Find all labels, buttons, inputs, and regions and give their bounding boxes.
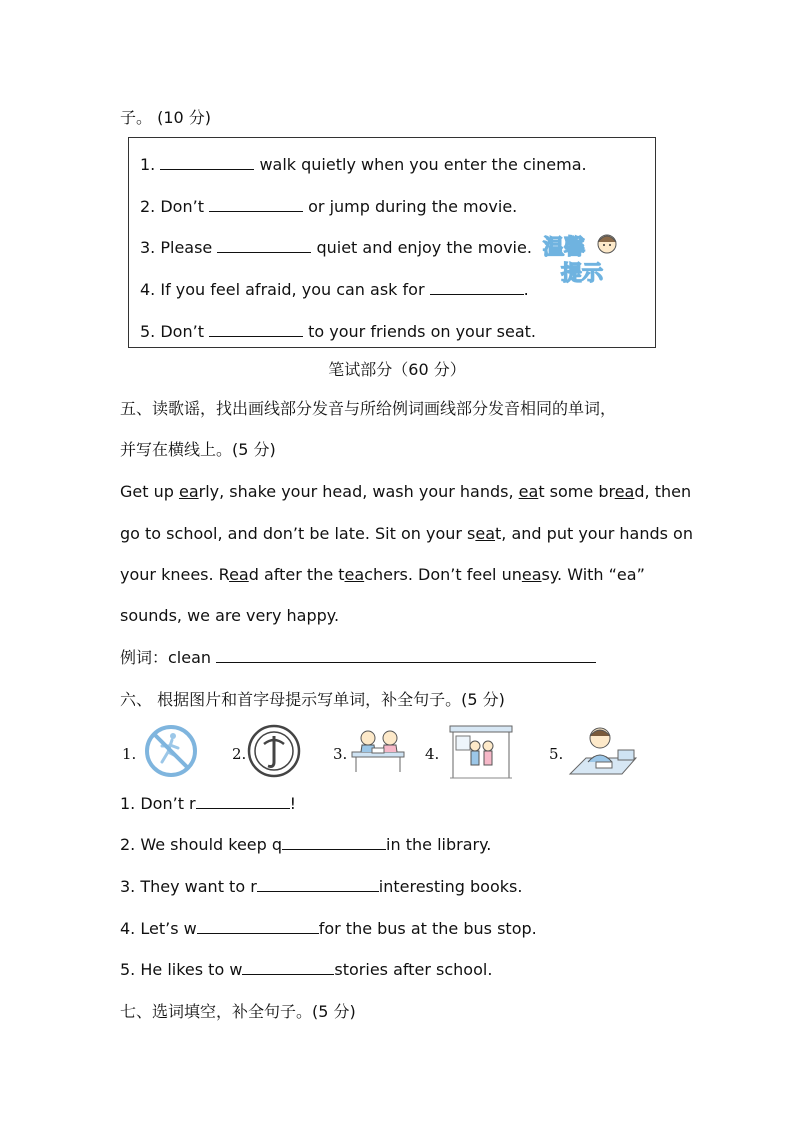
section-5-title: 五、读歌谣，找出画线部分发音与所给例词画线部分发音相同的单词， (120, 399, 617, 418)
chant-line-1: Get up early, shake your head, wash your hands, eat some bread, then (120, 482, 692, 501)
answer-blank[interactable] (242, 960, 334, 975)
s6-item-5: 5. He likes to w stories after school. (120, 960, 493, 979)
tips-box (128, 137, 656, 348)
example-word-line: 例词：clean (120, 648, 596, 668)
section-tail: 子。 (10 分) (120, 108, 212, 127)
boy-writing-picture (566, 722, 640, 782)
s6-item-1: 1. Don’t r ! (120, 794, 297, 813)
s6-item-4: 4. Let’s w for the bus at the bus stop. (120, 919, 537, 938)
svg-text:提示: 提示 (561, 261, 603, 285)
section-6-title: 六、 根据图片和首字母提示写单词，补全句子。(5 分) (120, 690, 505, 709)
s6-item-3: 3. They want to r interesting books. (120, 877, 523, 896)
no-running-sign-icon (144, 722, 198, 780)
answer-blank[interactable] (197, 919, 319, 934)
answer-blank[interactable] (196, 794, 290, 809)
box-item-2: 2. Don’t or jump during the movie. (140, 197, 518, 216)
box-item-5: 5. Don’t to your friends on your seat. (140, 322, 536, 341)
answer-blank[interactable] (257, 877, 379, 892)
chant-line-2: go to school, and don’t be late. Sit on your seat, and put your hands on (120, 524, 693, 543)
svg-text:温馨: 温馨 (543, 235, 585, 259)
section-7-title: 七、选词填空，补全句子。(5 分) (120, 1002, 356, 1021)
box-item-4: 4. If you feel afraid, you can ask for . (140, 280, 529, 299)
answer-blank[interactable] (282, 835, 386, 850)
example-answer-blank[interactable] (216, 648, 596, 663)
answer-blank[interactable] (217, 238, 311, 253)
s6-item-2: 2. We should keep q in the library. (120, 835, 492, 854)
bus-stop-picture (448, 722, 514, 782)
picture-number-1: 1. (122, 745, 137, 763)
box-item-3: 3. Please quiet and enjoy the movie. (140, 238, 532, 257)
answer-blank[interactable] (209, 322, 303, 337)
chant-line-4: sounds, we are very happy. (120, 606, 340, 625)
answer-blank[interactable] (430, 280, 524, 295)
picture-number-2: 2. (232, 745, 247, 763)
chant-line-3: your knees. Read after the teachers. Don’t feel uneasy. With “ea” (120, 565, 645, 584)
answer-blank[interactable] (209, 197, 303, 212)
section-5-title-cont: 并写在横线上。(5 分) (120, 440, 276, 459)
children-reading-picture (348, 722, 408, 778)
warm-tips-sticker (541, 230, 625, 286)
picture-number-5: 5. (549, 745, 564, 763)
box-item-1: 1. walk quietly when you enter the cinema. (140, 155, 587, 174)
written-part-heading: 笔试部分（60 分） (328, 360, 466, 379)
answer-blank[interactable] (160, 155, 254, 170)
picture-number-4: 4. (425, 745, 440, 763)
quiet-sign-icon (246, 722, 302, 780)
picture-number-3: 3. (333, 745, 348, 763)
